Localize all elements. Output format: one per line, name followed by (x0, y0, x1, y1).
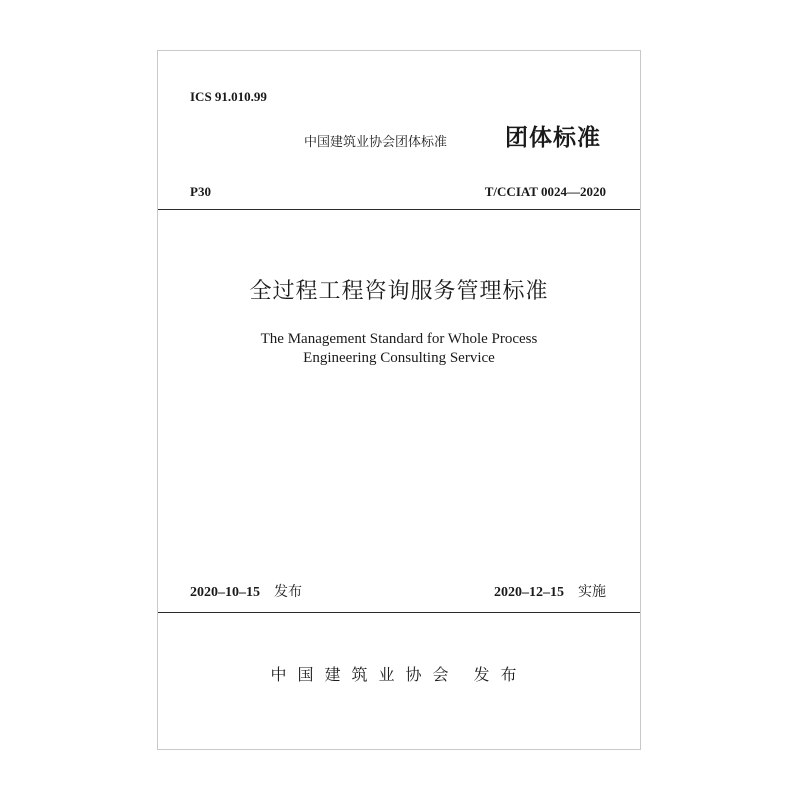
association-standard-label: 中国建筑业协会团体标准 (304, 135, 448, 150)
standard-type-title: 团体标准 (505, 125, 601, 151)
implementation-label: 实施 (578, 584, 606, 600)
ics-code: ICS 91.010.99 (190, 89, 267, 104)
issue-date: 2020–10–15 (190, 585, 260, 600)
standard-cover-page (157, 50, 641, 750)
english-title-line-1: The Management Standard for Whole Process (260, 331, 538, 347)
implementation-date: 2020–12–15 (494, 585, 564, 600)
publisher-name: 中国建筑业协会 (270, 665, 460, 684)
implementation-date-block (494, 581, 606, 601)
footer-divider (158, 612, 640, 613)
chinese-title: 全过程工程咨询服务管理标准 (249, 278, 549, 303)
classification-code: P30 (190, 184, 211, 199)
issue-label: 发布 (274, 584, 302, 600)
publish-label: 发布 (473, 665, 528, 684)
standard-number: T/CCIAT 0024—2020 (484, 184, 606, 199)
english-title-line-2: Engineering Consulting Service (303, 350, 495, 366)
header-divider (158, 209, 640, 210)
english-title (158, 330, 640, 368)
publisher-line (158, 662, 640, 685)
issue-date-block (190, 581, 302, 601)
